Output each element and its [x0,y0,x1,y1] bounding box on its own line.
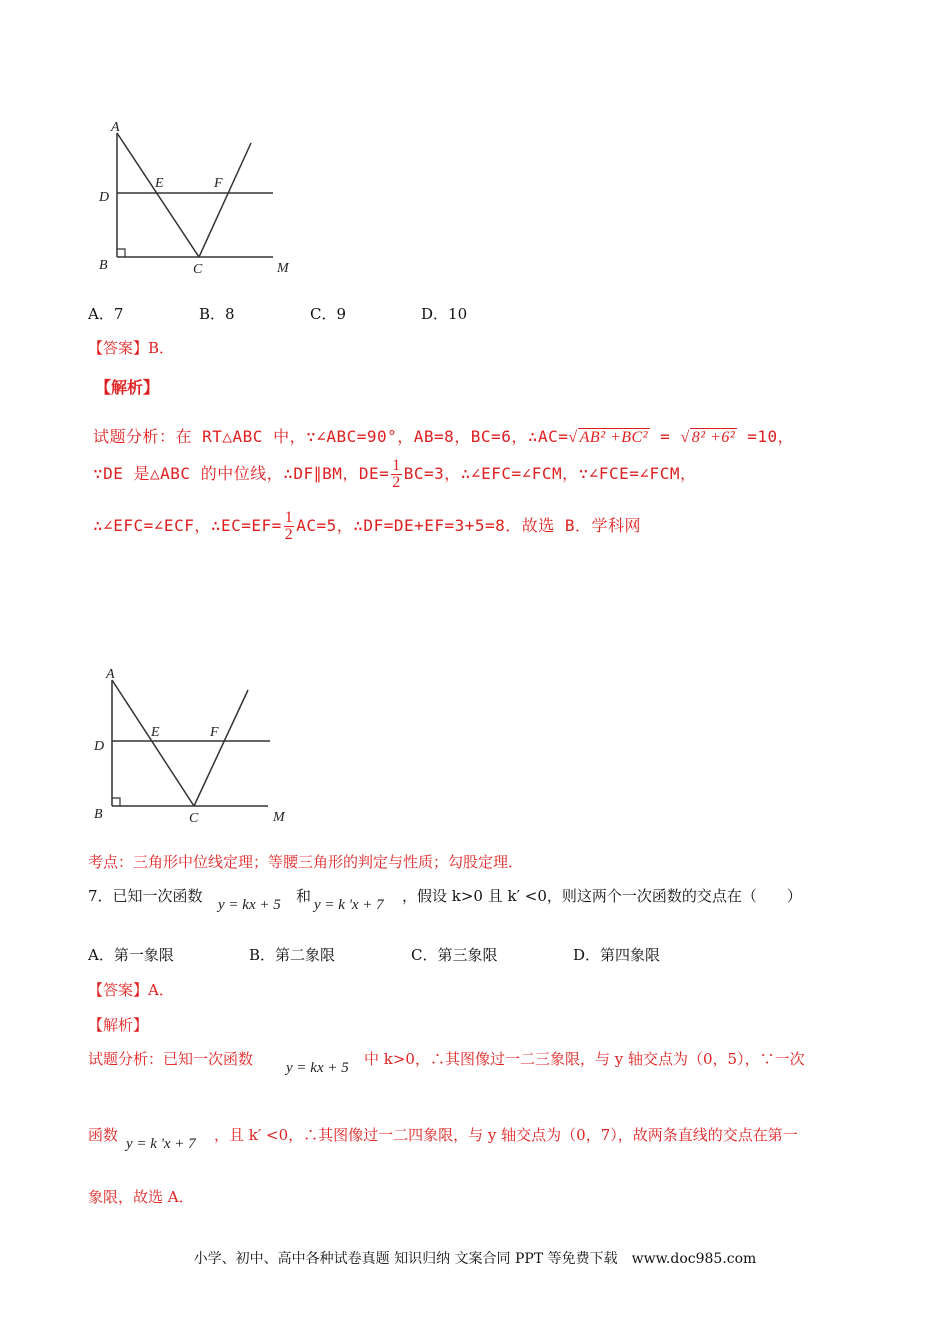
q7-formula-1: y = kx + 5 [218,897,281,913]
q7-option-d: D．第四象限 [573,946,661,964]
label-D: D [99,190,110,205]
geometry-figure-1 [95,115,305,280]
q7-analysis-line2b: ，且 k′ <0，∴其图像过一二四象限，与 y 轴交点为（0，7），故两条直线的交点在第一 [214,1126,798,1144]
label-E-2: E [151,725,160,740]
q6-line2-text: ∵DE 是△ABC 的中位线，∴DF∥BM，DE= [93,464,390,483]
label-F-2: F [210,725,219,740]
q7-analysis-line1a: 试题分析：已知一次函数 [88,1050,254,1068]
q6-line1-end: =10， [737,427,795,446]
q6-option-a: A．7 [88,305,124,323]
q6-analysis-line2 [93,458,696,491]
frac-num-2: 1 [284,509,294,526]
q6-option-b: B．8 [199,305,235,323]
q7-option-b: B．第二象限 [249,946,336,964]
q6-line2-end: BC=3，∴∠EFC=∠FCM，∵∠FCE=∠FCM， [403,464,697,483]
q6-line1-eq: = [650,427,681,446]
label-C-2: C [189,811,199,826]
label-B: B [99,258,108,273]
sqrt-1: AB² +BC² [579,429,649,446]
sqrt-2: 8² +6² [691,429,736,446]
label-M-2: M [273,810,285,825]
q6-analysis-title: 【解析】 [95,378,160,397]
q7-option-c: C．第三象限 [411,946,498,964]
q6-option-d: D．10 [421,305,468,323]
frac-den: 2 [392,474,401,491]
q7-formula-2: y = k 'x + 7 [314,897,384,913]
label-D-2: D [94,739,105,754]
q7-answer: 【答案】A． [88,981,174,999]
q6-analysis-line1: 试题分析：在 RT△ABC 中，∵∠ABC=90°，AB=8，BC=6，∴AC=√ AB² +BC² = √ 8² +6² =10， [93,427,795,446]
q6-line3-end: AC=5，∴DF=DE+EF=3+5=8．故选 B．学科网 [296,516,642,535]
q6-answer: 【答案】B． [88,339,175,357]
geometry-figure-2 [90,664,300,829]
fraction-half [391,458,402,491]
label-F: F [214,176,223,191]
q7-analysis-line3: 象限，故选 A． [88,1188,194,1206]
q6-analysis-line3 [93,510,641,543]
label-B-2: B [94,807,103,822]
q6-line3-text: ∴∠EFC=∠ECF，∴EC=EF= [93,516,282,535]
frac-den-2: 2 [284,526,294,543]
q7-option-a: A．第一象限 [88,946,174,964]
label-E: E [155,176,164,191]
q6-line1-text: 试题分析：在 RT△ABC 中，∵∠ABC=90°，AB=8，BC=6，∴AC= [93,427,569,446]
label-A: A [111,120,120,135]
frac-num: 1 [392,457,401,474]
q7-formula-4: y = k 'x + 7 [126,1136,196,1152]
label-C: C [193,262,203,277]
q7-stem-a: 7．已知一次函数 [88,887,203,905]
label-M: M [277,261,289,276]
page-footer: 小学、初中、高中各种试卷真题 知识归纳 文案合同 PPT 等免费下载 www.doc985.com [193,1251,757,1267]
q7-analysis-title: 【解析】 [88,1016,149,1034]
q7-analysis-line2a: 函数 [88,1126,119,1144]
q7-analysis-line1b: 中 k>0，∴其图像过一二三象限，与 y 轴交点为（0，5），∵一次 [364,1050,805,1068]
q6-kaodian: 考点：三角形中位线定理；等腰三角形的判定与性质；勾股定理． [88,853,524,871]
q7-stem-c: ，假设 k>0 且 k′ <0，则这两个一次函数的交点在（ ） [402,887,802,905]
q7-stem-b: 和 [296,887,312,905]
q6-option-c: C．9 [310,305,347,323]
label-A-2: A [106,667,115,682]
q7-formula-3: y = kx + 5 [286,1060,349,1076]
fraction-half-2 [284,510,295,543]
